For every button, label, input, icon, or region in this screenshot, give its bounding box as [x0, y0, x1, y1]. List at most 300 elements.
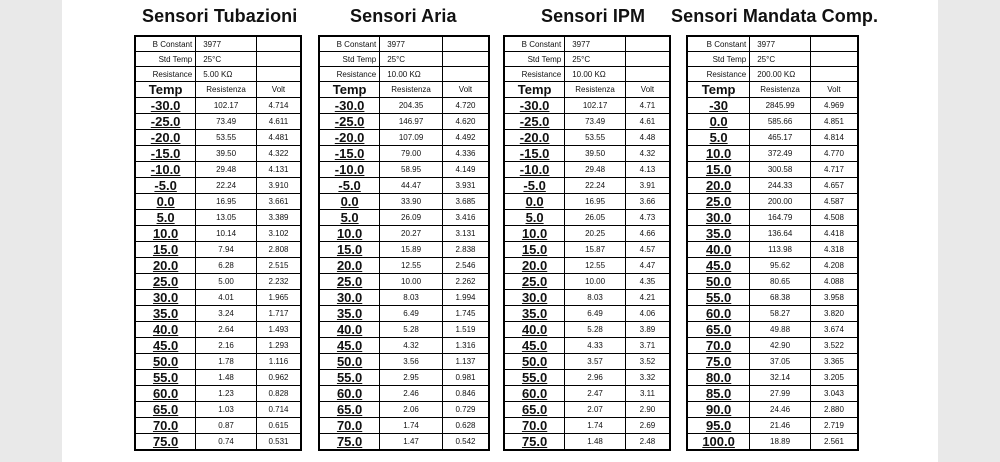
resistance-cell: 1.48: [196, 370, 257, 386]
column-header-temp: Temp: [504, 82, 565, 98]
volt-cell: 4.969: [810, 98, 858, 114]
volt-cell: 3.131: [442, 226, 489, 242]
column-header-resistance: Resistenza: [750, 82, 811, 98]
table-row: [135, 210, 301, 226]
temp-cell: -25.0: [504, 114, 565, 130]
resistance-cell: 42.90: [750, 338, 811, 354]
resistance-value: 10.00 KΩ: [565, 67, 626, 82]
volt-cell: 1.293: [256, 338, 301, 354]
resistance-cell: 58.95: [380, 162, 443, 178]
resistance-cell: 1.78: [196, 354, 257, 370]
resistance-cell: 6.49: [565, 306, 626, 322]
temp-cell: -25.0: [135, 114, 196, 130]
volt-cell: 0.714: [256, 402, 301, 418]
volt-cell: 4.851: [810, 114, 858, 130]
header-row: [319, 82, 489, 98]
volt-cell: 4.814: [810, 130, 858, 146]
table-row: [687, 258, 858, 274]
resistance-cell: 102.17: [196, 98, 257, 114]
volt-cell: 0.981: [442, 370, 489, 386]
volt-cell: 3.661: [256, 194, 301, 210]
column-header-resistance: Resistenza: [380, 82, 443, 98]
table-row: [135, 258, 301, 274]
std-temp-label: Std Temp: [504, 52, 565, 67]
temp-cell: 10.0: [319, 226, 380, 242]
temp-cell: 70.0: [319, 418, 380, 434]
empty-cell: [810, 36, 858, 52]
table-row: [504, 226, 670, 242]
header-row: [504, 82, 670, 98]
resistance-cell: 20.27: [380, 226, 443, 242]
resistance-cell: 164.79: [750, 210, 811, 226]
temp-cell: 10.0: [687, 146, 750, 162]
meta-row: [504, 67, 670, 82]
table-row: [319, 162, 489, 178]
volt-cell: 3.365: [810, 354, 858, 370]
temp-cell: -10.0: [504, 162, 565, 178]
sensor-table: [686, 35, 859, 451]
table-row: [687, 98, 858, 114]
volt-cell: 3.820: [810, 306, 858, 322]
volt-cell: 4.508: [810, 210, 858, 226]
table-row: [319, 194, 489, 210]
volt-cell: 1.745: [442, 306, 489, 322]
table-row: [319, 274, 489, 290]
temp-cell: 25.0: [319, 274, 380, 290]
resistance-cell: 1.47: [380, 434, 443, 451]
table-row: [319, 418, 489, 434]
b-constant-value: 3977: [380, 36, 443, 52]
column-header-temp: Temp: [135, 82, 196, 98]
volt-cell: 4.481: [256, 130, 301, 146]
column-header-volt: Volt: [256, 82, 301, 98]
resistance-cell: 53.55: [565, 130, 626, 146]
resistance-cell: 2.06: [380, 402, 443, 418]
volt-cell: 4.418: [810, 226, 858, 242]
resistance-cell: 15.87: [565, 242, 626, 258]
table-row: [319, 402, 489, 418]
block-title: Sensori Mandata Comp.: [671, 6, 879, 26]
temp-cell: -20.0: [135, 130, 196, 146]
resistance-cell: 4.01: [196, 290, 257, 306]
resistance-cell: 22.24: [196, 178, 257, 194]
temp-cell: -15.0: [319, 146, 380, 162]
volt-cell: 4.620: [442, 114, 489, 130]
temp-cell: 20.0: [687, 178, 750, 194]
resistance-cell: 80.65: [750, 274, 811, 290]
temp-cell: -5.0: [504, 178, 565, 194]
std-temp-label: Std Temp: [687, 52, 750, 67]
b-constant-label: B Constant: [504, 36, 565, 52]
table-row: [319, 370, 489, 386]
temp-cell: 40.0: [135, 322, 196, 338]
resistance-label: Resistance: [504, 67, 565, 82]
table-row: [504, 290, 670, 306]
table-row: [687, 194, 858, 210]
table-row: [504, 210, 670, 226]
volt-cell: 3.102: [256, 226, 301, 242]
resistance-cell: 10.14: [196, 226, 257, 242]
volt-cell: 4.336: [442, 146, 489, 162]
temp-cell: 45.0: [504, 338, 565, 354]
volt-cell: 2.808: [256, 242, 301, 258]
temp-cell: 30.0: [135, 290, 196, 306]
resistance-cell: 113.98: [750, 242, 811, 258]
volt-cell: 4.587: [810, 194, 858, 210]
volt-cell: 1.493: [256, 322, 301, 338]
table-row: [319, 98, 489, 114]
table-row: [687, 354, 858, 370]
resistance-cell: 24.46: [750, 402, 811, 418]
temp-cell: 65.0: [504, 402, 565, 418]
volt-cell: 4.47: [625, 258, 670, 274]
resistance-cell: 465.17: [750, 130, 811, 146]
table-row: [504, 386, 670, 402]
resistance-cell: 49.88: [750, 322, 811, 338]
header-row: [135, 82, 301, 98]
table-row: [504, 322, 670, 338]
table-row: [135, 274, 301, 290]
volt-cell: 2.69: [625, 418, 670, 434]
temp-cell: 65.0: [319, 402, 380, 418]
resistance-cell: 10.00: [565, 274, 626, 290]
table-row: [504, 354, 670, 370]
resistance-cell: 7.94: [196, 242, 257, 258]
volt-cell: 3.52: [625, 354, 670, 370]
temp-cell: 55.0: [135, 370, 196, 386]
table-row: [135, 226, 301, 242]
resistance-cell: 4.32: [380, 338, 443, 354]
table-row: [135, 290, 301, 306]
volt-cell: 4.657: [810, 178, 858, 194]
volt-cell: 3.11: [625, 386, 670, 402]
table-row: [504, 98, 670, 114]
resistance-cell: 53.55: [196, 130, 257, 146]
b-constant-label: B Constant: [319, 36, 380, 52]
temp-cell: 15.0: [135, 242, 196, 258]
temp-cell: 5.0: [135, 210, 196, 226]
resistance-cell: 0.74: [196, 434, 257, 451]
temp-cell: 60.0: [319, 386, 380, 402]
temp-cell: 20.0: [319, 258, 380, 274]
volt-cell: 1.519: [442, 322, 489, 338]
resistance-cell: 1.03: [196, 402, 257, 418]
temp-cell: 30.0: [504, 290, 565, 306]
volt-cell: 3.205: [810, 370, 858, 386]
temp-cell: 5.0: [687, 130, 750, 146]
table-row: [504, 130, 670, 146]
volt-cell: 3.685: [442, 194, 489, 210]
volt-cell: 1.116: [256, 354, 301, 370]
table-row: [687, 226, 858, 242]
sensor-table: [318, 35, 490, 451]
temp-cell: 35.0: [687, 226, 750, 242]
volt-cell: 4.714: [256, 98, 301, 114]
resistance-cell: 12.55: [565, 258, 626, 274]
volt-cell: 2.90: [625, 402, 670, 418]
volt-cell: 3.416: [442, 210, 489, 226]
column-header-volt: Volt: [442, 82, 489, 98]
temp-cell: -30.0: [135, 98, 196, 114]
volt-cell: 1.717: [256, 306, 301, 322]
std-temp-value: 25°C: [196, 52, 257, 67]
column-header-volt: Volt: [625, 82, 670, 98]
temp-cell: 5.0: [319, 210, 380, 226]
volt-cell: 4.611: [256, 114, 301, 130]
table-row: [687, 130, 858, 146]
volt-cell: 4.131: [256, 162, 301, 178]
resistance-cell: 22.24: [565, 178, 626, 194]
resistance-cell: 39.50: [565, 146, 626, 162]
table-row: [319, 338, 489, 354]
table-row: [319, 210, 489, 226]
column-header-volt: Volt: [810, 82, 858, 98]
volt-cell: 2.515: [256, 258, 301, 274]
empty-cell: [442, 67, 489, 82]
table-row: [504, 194, 670, 210]
block-title: Sensori Aria: [350, 6, 457, 26]
volt-cell: 2.719: [810, 418, 858, 434]
resistance-cell: 37.05: [750, 354, 811, 370]
meta-row: [319, 52, 489, 67]
temp-cell: 70.0: [135, 418, 196, 434]
temp-cell: 75.0: [135, 434, 196, 451]
temp-cell: 40.0: [319, 322, 380, 338]
std-temp-label: Std Temp: [319, 52, 380, 67]
table-row: [687, 370, 858, 386]
resistance-cell: 372.49: [750, 146, 811, 162]
table-row: [135, 162, 301, 178]
temp-cell: 50.0: [687, 274, 750, 290]
table-row: [319, 178, 489, 194]
empty-cell: [625, 67, 670, 82]
temp-cell: 15.0: [504, 242, 565, 258]
table-row: [135, 354, 301, 370]
temp-cell: -25.0: [319, 114, 380, 130]
temp-cell: -10.0: [135, 162, 196, 178]
resistance-cell: 200.00: [750, 194, 811, 210]
table-row: [319, 386, 489, 402]
volt-cell: 4.57: [625, 242, 670, 258]
sensor-table: [134, 35, 302, 451]
volt-cell: 4.720: [442, 98, 489, 114]
volt-cell: 4.088: [810, 274, 858, 290]
table-row: [504, 370, 670, 386]
resistance-cell: 12.55: [380, 258, 443, 274]
resistance-label: Resistance: [135, 67, 196, 82]
temp-cell: 40.0: [504, 322, 565, 338]
volt-cell: 3.043: [810, 386, 858, 402]
resistance-value: 10.00 KΩ: [380, 67, 443, 82]
temp-cell: -15.0: [504, 146, 565, 162]
resistance-cell: 3.56: [380, 354, 443, 370]
volt-cell: 0.846: [442, 386, 489, 402]
volt-cell: 0.615: [256, 418, 301, 434]
document-page: [62, 0, 938, 462]
resistance-cell: 2.16: [196, 338, 257, 354]
temp-cell: 50.0: [319, 354, 380, 370]
std-temp-value: 25°C: [380, 52, 443, 67]
volt-cell: 2.880: [810, 402, 858, 418]
volt-cell: 0.828: [256, 386, 301, 402]
temp-cell: 75.0: [687, 354, 750, 370]
table-row: [319, 114, 489, 130]
resistance-cell: 68.38: [750, 290, 811, 306]
meta-row: [319, 36, 489, 52]
volt-cell: 3.89: [625, 322, 670, 338]
table-row: [135, 194, 301, 210]
temp-cell: 0.0: [319, 194, 380, 210]
resistance-cell: 73.49: [196, 114, 257, 130]
volt-cell: 4.318: [810, 242, 858, 258]
resistance-cell: 13.05: [196, 210, 257, 226]
resistance-cell: 585.66: [750, 114, 811, 130]
table-row: [135, 434, 301, 451]
resistance-cell: 18.89: [750, 434, 811, 451]
temp-cell: -5.0: [135, 178, 196, 194]
b-constant-label: B Constant: [687, 36, 750, 52]
temp-cell: 65.0: [687, 322, 750, 338]
table-row: [319, 322, 489, 338]
temp-cell: -20.0: [504, 130, 565, 146]
temp-cell: 55.0: [504, 370, 565, 386]
table-row: [504, 114, 670, 130]
resistance-cell: 15.89: [380, 242, 443, 258]
table-row: [687, 210, 858, 226]
temp-cell: 90.0: [687, 402, 750, 418]
temp-cell: 25.0: [504, 274, 565, 290]
volt-cell: 3.958: [810, 290, 858, 306]
table-row: [687, 418, 858, 434]
resistance-cell: 39.50: [196, 146, 257, 162]
table-row: [504, 162, 670, 178]
std-temp-value: 25°C: [750, 52, 811, 67]
empty-cell: [256, 36, 301, 52]
table-row: [504, 242, 670, 258]
resistance-cell: 2.47: [565, 386, 626, 402]
volt-cell: 3.910: [256, 178, 301, 194]
volt-cell: 4.322: [256, 146, 301, 162]
table-row: [687, 146, 858, 162]
volt-cell: 4.717: [810, 162, 858, 178]
resistance-cell: 136.64: [750, 226, 811, 242]
volt-cell: 4.770: [810, 146, 858, 162]
table-row: [504, 258, 670, 274]
meta-row: [135, 36, 301, 52]
empty-cell: [442, 36, 489, 52]
meta-row: [687, 36, 858, 52]
temp-cell: 20.0: [504, 258, 565, 274]
temp-cell: 25.0: [687, 194, 750, 210]
meta-row: [135, 67, 301, 82]
volt-cell: 2.561: [810, 434, 858, 451]
temp-cell: 15.0: [687, 162, 750, 178]
resistance-cell: 3.24: [196, 306, 257, 322]
resistance-cell: 2845.99: [750, 98, 811, 114]
temp-cell: 70.0: [504, 418, 565, 434]
resistance-cell: 6.49: [380, 306, 443, 322]
resistance-cell: 16.95: [565, 194, 626, 210]
column-header-temp: Temp: [687, 82, 750, 98]
resistance-cell: 0.87: [196, 418, 257, 434]
resistance-cell: 29.48: [196, 162, 257, 178]
table-row: [504, 338, 670, 354]
meta-row: [135, 52, 301, 67]
resistance-cell: 2.64: [196, 322, 257, 338]
meta-row: [504, 52, 670, 67]
resistance-label: Resistance: [319, 67, 380, 82]
table-row: [319, 242, 489, 258]
empty-cell: [442, 52, 489, 67]
table-row: [135, 242, 301, 258]
temp-cell: -15.0: [135, 146, 196, 162]
temp-cell: 55.0: [319, 370, 380, 386]
column-header-temp: Temp: [319, 82, 380, 98]
temp-cell: 10.0: [504, 226, 565, 242]
table-row: [687, 322, 858, 338]
temp-cell: 50.0: [504, 354, 565, 370]
temp-cell: 45.0: [687, 258, 750, 274]
resistance-cell: 95.62: [750, 258, 811, 274]
b-constant-value: 3977: [750, 36, 811, 52]
table-row: [135, 418, 301, 434]
volt-cell: 0.729: [442, 402, 489, 418]
resistance-value: 5.00 KΩ: [196, 67, 257, 82]
resistance-cell: 6.28: [196, 258, 257, 274]
volt-cell: 3.389: [256, 210, 301, 226]
temp-cell: 95.0: [687, 418, 750, 434]
table-row: [687, 338, 858, 354]
table-row: [504, 306, 670, 322]
temp-cell: 60.0: [135, 386, 196, 402]
volt-cell: 3.931: [442, 178, 489, 194]
table-row: [319, 226, 489, 242]
temp-cell: 35.0: [319, 306, 380, 322]
resistance-value: 200.00 KΩ: [750, 67, 811, 82]
table-row: [687, 162, 858, 178]
table-row: [135, 114, 301, 130]
empty-cell: [810, 52, 858, 67]
volt-cell: 0.542: [442, 434, 489, 451]
resistance-label: Resistance: [687, 67, 750, 82]
resistance-cell: 8.03: [565, 290, 626, 306]
temp-cell: 0.0: [135, 194, 196, 210]
temp-cell: -10.0: [319, 162, 380, 178]
temp-cell: -20.0: [319, 130, 380, 146]
block-title: Sensori IPM: [541, 6, 646, 26]
volt-cell: 4.208: [810, 258, 858, 274]
table-row: [319, 146, 489, 162]
volt-cell: 2.546: [442, 258, 489, 274]
temp-cell: 80.0: [687, 370, 750, 386]
temp-cell: 70.0: [687, 338, 750, 354]
volt-cell: 1.316: [442, 338, 489, 354]
temp-cell: -30: [687, 98, 750, 114]
temp-cell: 55.0: [687, 290, 750, 306]
resistance-cell: 73.49: [565, 114, 626, 130]
resistance-cell: 1.23: [196, 386, 257, 402]
resistance-cell: 2.95: [380, 370, 443, 386]
temp-cell: 60.0: [504, 386, 565, 402]
resistance-cell: 1.74: [380, 418, 443, 434]
volt-cell: 3.66: [625, 194, 670, 210]
volt-cell: 3.91: [625, 178, 670, 194]
table-row: [319, 354, 489, 370]
std-temp-value: 25°C: [565, 52, 626, 67]
table-row: [504, 146, 670, 162]
resistance-cell: 26.09: [380, 210, 443, 226]
resistance-cell: 1.74: [565, 418, 626, 434]
